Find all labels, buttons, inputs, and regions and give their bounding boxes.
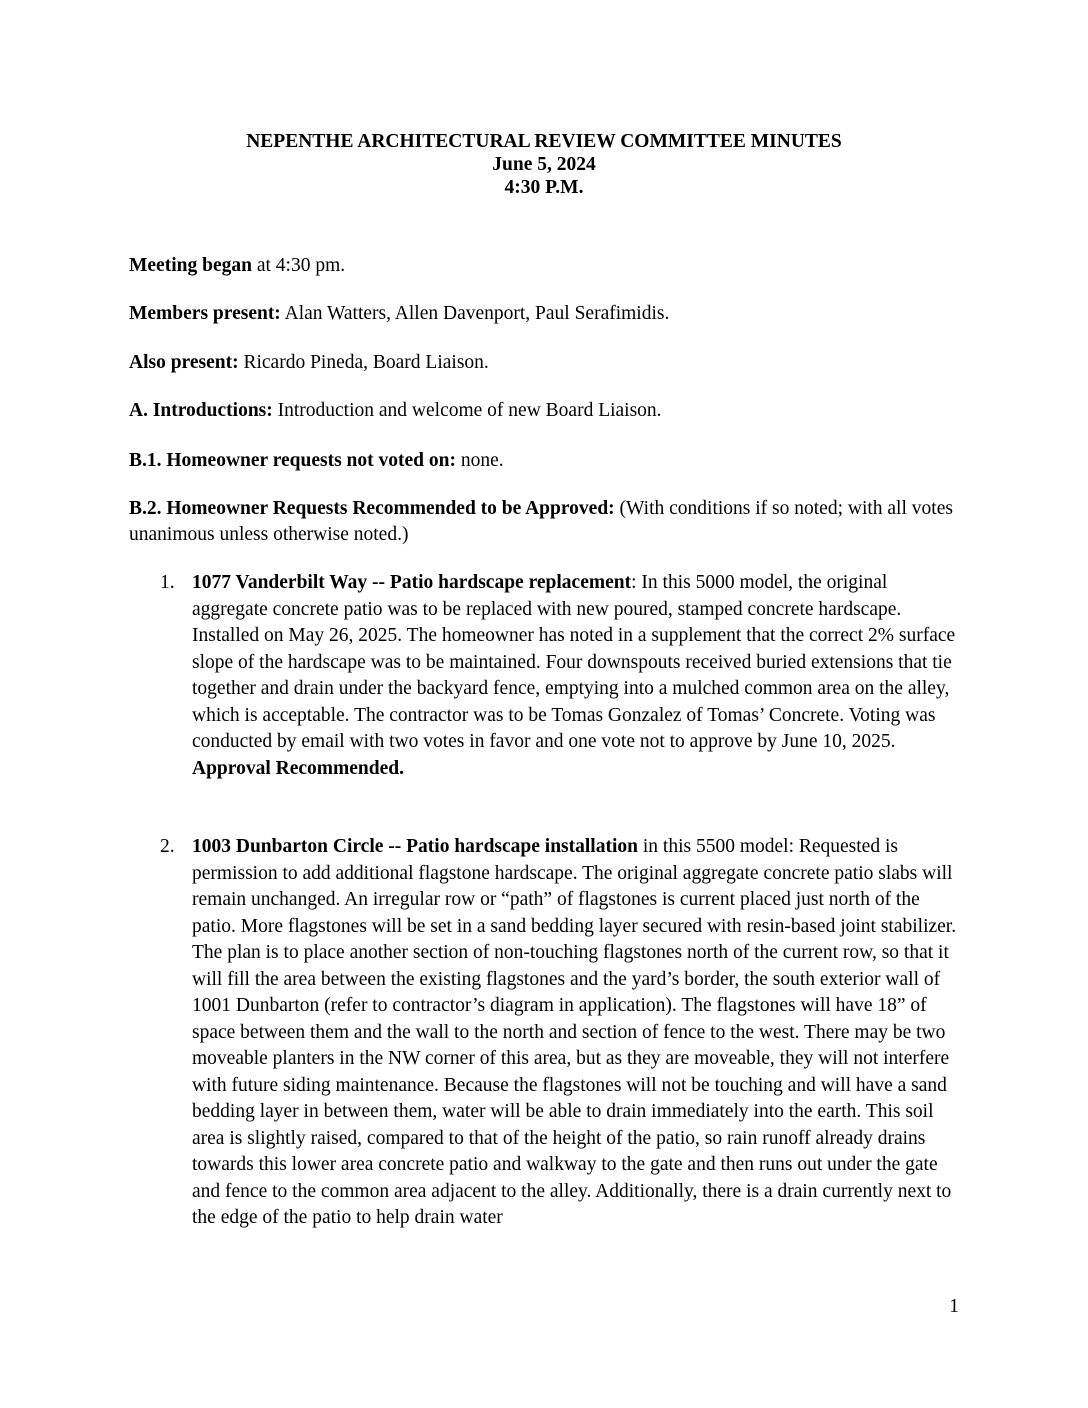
list-item-number: 1. [160, 572, 175, 593]
meeting-began-paragraph [129, 253, 959, 279]
list-item-body [192, 834, 960, 1232]
b1-paragraph [129, 448, 959, 474]
b2-text: (With conditions if so noted; with all votes unanimous unless otherwise noted.) [129, 498, 953, 545]
list-item-conclusion: Approval Recommended. [192, 757, 404, 779]
list-item-body [192, 570, 960, 782]
meeting-began-text: at 4:30 pm. [251, 255, 346, 276]
page-number: 1 [949, 1296, 959, 1317]
list-item-text: : In this 5000 model, the original aggregate concrete patio was to be replaced with new poured, stamped concrete hardscape. Installed on May 26, 2025. The homeowner has noted in a supplement that the correct 2% surface slope of the hardscape was to be maintained. Four downspouts received buried extensions that tie together and drain under the backyard fence, emptying into a mulched common area on the alley, which is acceptable. The contractor was to be Tomas Gonzalez of Tomas’ Concrete. Voting was conducted by email with two votes in favor and one vote not to approve by June 10, 2025. [192, 572, 956, 752]
list-item-number: 2. [160, 836, 175, 857]
b2-label: B.2. Homeowner Requests Recommended to be Approved: [129, 498, 615, 519]
also-present-text: Ricardo Pineda, Board Liaison. [238, 352, 489, 373]
document-title: NEPENTHE ARCHITECTURAL REVIEW COMMITTEE MINUTES [246, 131, 842, 152]
list-item-address: 1003 Dunbarton Circle -- Patio hardscape installation [192, 836, 638, 857]
introductions-paragraph [129, 398, 959, 424]
also-present-label: Also present: [129, 352, 239, 373]
document-header [0, 130, 1088, 199]
members-present-label: Members present: [129, 303, 281, 324]
meeting-began-label: Meeting began [129, 255, 252, 276]
introductions-text: Introduction and welcome of new Board Liaison. [272, 400, 662, 421]
list-item-address: 1077 Vanderbilt Way -- Patio hardscape replacement [192, 572, 632, 593]
b1-label: B.1. Homeowner requests not voted on: [129, 450, 456, 471]
members-present-text: Alan Watters, Allen Davenport, Paul Serafimidis. [280, 303, 670, 324]
also-present-paragraph [129, 350, 959, 376]
b2-paragraph [129, 496, 959, 548]
members-present-paragraph [129, 301, 959, 327]
meeting-time: 4:30 P.M. [504, 177, 584, 198]
introductions-label: A. Introductions: [129, 400, 273, 421]
meeting-date: June 5, 2024 [492, 154, 596, 175]
list-item-text: in this 5500 model: Requested is permission to add additional flagstone hardscape. The original aggregate concrete patio slabs will remain unchanged. An irregular row or “path” of flagstones is current placed just north of the patio. More flagstones will be set in a sand bedding layer secured with resin-based joint stabilizer. The plan is to place another section of non-touching flagstones north of the current row, so that it will fill the area between the existing flagstones and the yard’s border, the south exterior wall of 1001 Dunbarton (refer to contractor’s diagram in application). The flagstones will have 18” of space between them and the wall to the north and section of fence to the west. There may be two moveable planters in the NW corner of this area, but as they are moveable, they will not interfere with future siding maintenance. Because the flagstones will not be touching and will have a sand bedding layer in between them, water will be able to drain immediately into the earth. This soil area is slightly raised, compared to that of the height of the patio, so rain runoff already drains towards this lower area concrete patio and walkway to the gate and then runs out under the gate and fence to the common area adjacent to the alley. Additionally, there is a drain currently next to the edge of the patio to help drain water [192, 836, 957, 1228]
b1-text: none. [455, 450, 504, 471]
